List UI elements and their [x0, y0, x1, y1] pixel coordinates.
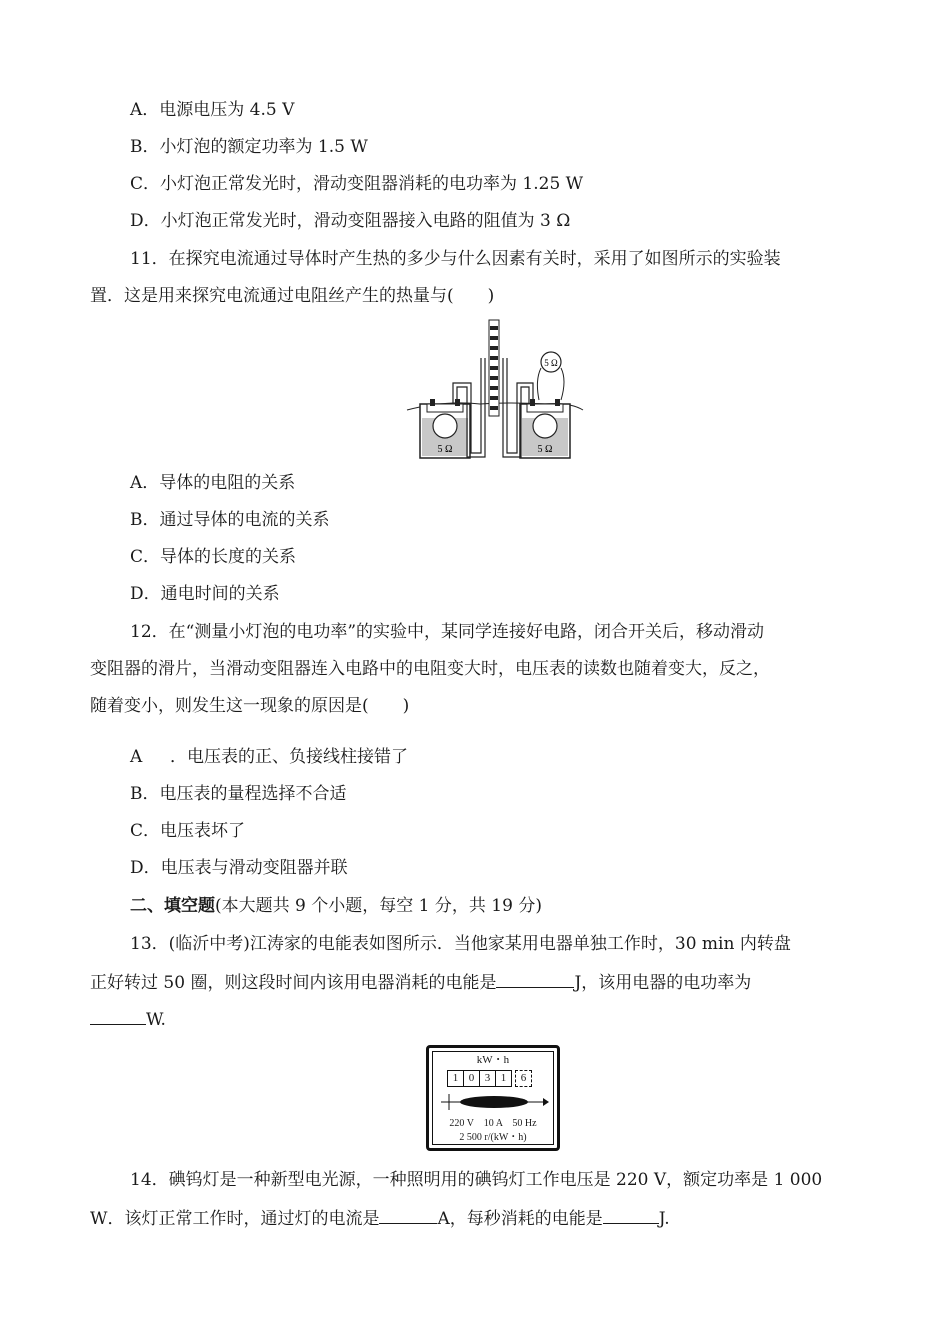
- q14-line2-text-c: J.: [658, 1209, 670, 1229]
- q11-stem-line1: 11．在探究电流通过导体时产生热的多少与什么因素有关时，采用了如图所示的实验装: [130, 249, 781, 269]
- q11-option-a: A．导体的电阻的关系: [130, 473, 296, 493]
- q11-option-b: B．通过导体的电流的关系: [130, 510, 330, 530]
- q13-stem-line3: [90, 1006, 166, 1032]
- meter-digit: 1: [496, 1070, 512, 1087]
- q12-option-d: D．电压表与滑动变阻器并联: [130, 858, 348, 878]
- heating-experiment-figure: [405, 318, 585, 460]
- q11-stem-line2: 置．这是用来探究电流通过电阻丝产生的热量与( ): [90, 286, 495, 306]
- q10-option-d: D．小灯泡正常发光时，滑动变阻器接入电路的阻值为 3 Ω: [130, 211, 571, 231]
- q13-blank-energy[interactable]: [496, 969, 574, 988]
- electricity-meter: [426, 1045, 560, 1151]
- meter-disc-icon: [439, 1092, 549, 1112]
- section-heading: [130, 894, 542, 918]
- meter-digit: 0: [464, 1070, 480, 1087]
- q12-stem-line1: 12．在“测量小灯泡的电功率”的实验中，某同学连接好电路，闭合开关后，移动滑动: [130, 622, 765, 642]
- q13-stem-line2: [90, 969, 751, 995]
- q10-option-b: B．小灯泡的额定功率为 1.5 W: [130, 137, 368, 157]
- q12-stem-line3: 随着变小，则发生这一现象的原因是( ): [90, 696, 410, 716]
- q12-option-b: B．电压表的量程选择不合适: [130, 784, 347, 804]
- q12-stem-line2: 变阻器的滑片，当滑动变阻器连入电路中的电阻变大时，电压表的读数也随着变大，反之，: [90, 659, 770, 679]
- meter-specs: 220 V 10 A 50 Hz: [449, 1118, 537, 1129]
- q10-option-c: C．小灯泡正常发光时，滑动变阻器消耗的电功率为 1.25 W: [130, 174, 584, 194]
- meter-unit: kW・h: [476, 1054, 510, 1066]
- q14-stem-line1: 14．碘钨灯是一种新型电光源，一种照明用的碘钨灯工作电压是 220 V，额定功率是 1 000: [130, 1170, 823, 1190]
- right-resistor-label: 5 Ω: [537, 444, 553, 455]
- q11-option-c: C．导体的长度的关系: [130, 547, 297, 567]
- q13-line3-text: W.: [146, 1010, 166, 1030]
- meter-digit-decimal: 6: [515, 1070, 532, 1087]
- external-resistor-label: 5 Ω: [544, 358, 558, 368]
- q13-stem-line1: 13．(临沂中考)江涛家的电能表如图所示．当他家某用电器单独工作时，30 min 内转盘: [130, 934, 791, 954]
- q11-option-d: D．通电时间的关系: [130, 584, 280, 604]
- meter-digit: 3: [480, 1070, 496, 1087]
- q13-blank-power[interactable]: [90, 1006, 146, 1025]
- q12-option-a-text: ．电压表的正、负接线柱接错了: [170, 747, 408, 767]
- q14-blank-energy[interactable]: [603, 1205, 659, 1224]
- meter-digit: 1: [447, 1070, 464, 1087]
- q14-line2-text-a: W．该灯正常工作时，通过灯的电流是: [90, 1209, 380, 1229]
- q10-option-a: A．电源电压为 4.5 V: [130, 100, 295, 120]
- left-resistor-label: 5 Ω: [437, 444, 453, 455]
- q14-line2-text-b: A，每秒消耗的电能是: [437, 1209, 603, 1229]
- q14-blank-current[interactable]: [379, 1205, 437, 1224]
- meter-digits: [447, 1070, 532, 1087]
- q13-line2-text-a: 正好转过 50 圈，则这段时间内该用电器消耗的电能是: [90, 973, 497, 993]
- section-title: 二、填空题: [130, 896, 215, 916]
- q12-option-a-letter: A: [130, 747, 143, 767]
- q13-line2-text-b: J，该用电器的电功率为: [574, 973, 752, 993]
- q12-option-c: C．电压表坏了: [130, 821, 246, 841]
- section-note: (本大题共 9 个小题，每空 1 分，共 19 分): [215, 896, 542, 916]
- q14-stem-line2: [90, 1205, 670, 1231]
- meter-constant: 2 500 r/(kW・h): [459, 1132, 527, 1143]
